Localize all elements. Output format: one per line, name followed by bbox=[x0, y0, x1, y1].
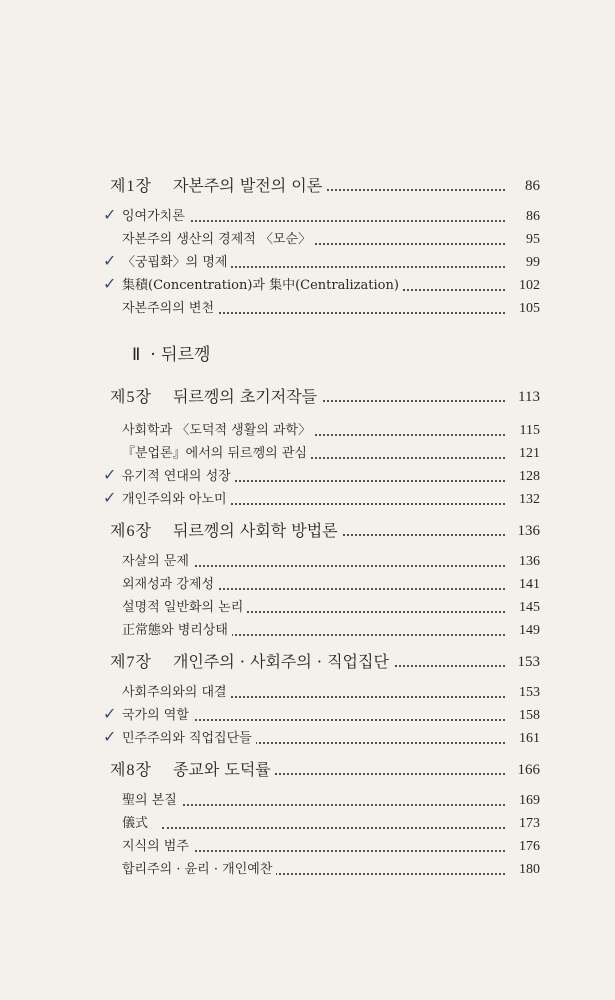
toc-chapter-row[interactable] bbox=[0, 651, 615, 673]
toc-section-row[interactable] bbox=[0, 466, 615, 488]
leader-dots bbox=[162, 827, 505, 829]
toc-section-row[interactable] bbox=[0, 443, 615, 465]
toc-section-row[interactable] bbox=[0, 298, 615, 320]
toc-section-row[interactable] bbox=[0, 275, 615, 297]
page-number: 141 bbox=[516, 574, 540, 596]
toc-section-row[interactable] bbox=[0, 229, 615, 251]
section-title: 사회주의와의 대결 bbox=[122, 682, 231, 704]
chapter-suffix: 장 bbox=[135, 521, 151, 540]
check-mark-icon: ✓ bbox=[103, 274, 117, 293]
section-title: 『분업론』에서의 뒤르껭의 관심 bbox=[122, 443, 311, 465]
part-heading bbox=[132, 344, 210, 366]
chapter-title bbox=[110, 520, 342, 543]
chapter-prefix: 제 bbox=[110, 521, 126, 540]
check-mark-icon: ✓ bbox=[103, 205, 117, 224]
page-number: 153 bbox=[515, 651, 541, 673]
page-number: 169 bbox=[516, 790, 540, 812]
section-title: 합리주의 · 윤리 · 개인예찬 bbox=[122, 859, 276, 881]
page-number: 115 bbox=[517, 420, 540, 442]
section-title: 聖의 본질 bbox=[122, 790, 181, 812]
section-title: 〈궁핍화〉의 명제 bbox=[122, 252, 231, 274]
toc-chapter-row[interactable] bbox=[0, 175, 615, 197]
page-number: 86 bbox=[522, 175, 540, 197]
chapter-prefix: 제 bbox=[110, 387, 126, 406]
check-mark-icon: ✓ bbox=[103, 488, 117, 507]
page-number: 149 bbox=[516, 620, 540, 642]
chapter-suffix: 장 bbox=[135, 652, 151, 671]
chapter-title-text: 뒤르껭의 사회학 방법론 bbox=[172, 521, 338, 540]
chapter-prefix: 제 bbox=[110, 176, 126, 195]
chapter-suffix: 장 bbox=[135, 387, 151, 406]
section-title: 正常態와 병리상태 bbox=[122, 620, 232, 642]
toc-section-row[interactable] bbox=[0, 252, 615, 274]
chapter-prefix: 제 bbox=[110, 652, 126, 671]
toc-section-row[interactable] bbox=[0, 551, 615, 573]
chapter-suffix: 장 bbox=[135, 760, 151, 779]
leader-dots bbox=[162, 804, 505, 806]
section-title: 잉여가치론 bbox=[122, 206, 189, 228]
toc-section-row[interactable] bbox=[0, 836, 615, 858]
section-title: 민주주의와 직업집단들 bbox=[122, 728, 256, 750]
toc-chapter-row[interactable] bbox=[0, 386, 615, 408]
toc-section-row[interactable] bbox=[0, 705, 615, 727]
chapter-number: 1 bbox=[126, 178, 135, 195]
toc-section-row[interactable] bbox=[0, 420, 615, 442]
leader-dots bbox=[162, 719, 505, 721]
chapter-prefix: 제 bbox=[110, 760, 126, 779]
section-title: 자살의 문제 bbox=[122, 551, 193, 573]
toc-section-row[interactable] bbox=[0, 859, 615, 881]
chapter-title bbox=[110, 175, 326, 198]
page-number: 173 bbox=[516, 813, 540, 835]
check-mark-icon: ✓ bbox=[103, 251, 117, 270]
page-number: 145 bbox=[516, 597, 540, 619]
chapter-title bbox=[110, 759, 275, 782]
chapter-number: 7 bbox=[126, 654, 135, 671]
chapter-title bbox=[110, 651, 393, 674]
leader-dots bbox=[162, 850, 505, 852]
toc-section-row[interactable] bbox=[0, 682, 615, 704]
page-number: 128 bbox=[516, 466, 540, 488]
section-title: 자본주의 생산의 경제적 〈모순〉 bbox=[122, 229, 315, 251]
toc-section-row[interactable] bbox=[0, 489, 615, 511]
page-number: 153 bbox=[516, 682, 540, 704]
page-number: 158 bbox=[516, 705, 540, 727]
section-title: 국가의 역할 bbox=[122, 705, 193, 727]
page-number: 180 bbox=[516, 859, 540, 881]
page-number: 99 bbox=[523, 252, 540, 274]
toc-section-row[interactable] bbox=[0, 728, 615, 750]
chapter-title-text: 자본주의 발전의 이론 bbox=[172, 176, 323, 195]
chapter-title-text: 개인주의 · 사회주의 · 직업집단 bbox=[172, 652, 389, 671]
check-mark-icon: ✓ bbox=[103, 465, 117, 484]
toc-section-row[interactable] bbox=[0, 206, 615, 228]
section-title: 개인주의와 아노미 bbox=[122, 489, 231, 511]
toc-section-row[interactable] bbox=[0, 790, 615, 812]
page-number: 132 bbox=[516, 489, 540, 511]
section-title: 자본주의의 변천 bbox=[122, 298, 218, 320]
toc-chapter-row[interactable] bbox=[0, 759, 615, 781]
page-number: 113 bbox=[515, 386, 540, 408]
section-title: 사회학과 〈도덕적 생활의 과학〉 bbox=[122, 420, 315, 442]
part-number: Ⅱ bbox=[132, 345, 141, 364]
toc-chapter-row[interactable] bbox=[0, 520, 615, 542]
section-title: 儀式 bbox=[122, 813, 152, 835]
page-number: 105 bbox=[516, 298, 540, 320]
section-title: 외재성과 강제성 bbox=[122, 574, 218, 596]
toc-section-row[interactable] bbox=[0, 813, 615, 835]
leader-dots bbox=[162, 220, 505, 222]
page-number: 95 bbox=[523, 229, 540, 251]
check-mark-icon: ✓ bbox=[103, 704, 117, 723]
section-title: 유기적 연대의 성장 bbox=[122, 466, 235, 488]
page-number: 86 bbox=[523, 206, 540, 228]
toc-section-row[interactable] bbox=[0, 574, 615, 596]
page-number: 136 bbox=[516, 551, 540, 573]
leader-dots bbox=[162, 565, 505, 567]
page-number: 166 bbox=[515, 759, 541, 781]
page-number: 161 bbox=[516, 728, 540, 750]
chapter-number: 6 bbox=[126, 523, 135, 540]
chapter-title bbox=[110, 386, 321, 409]
check-mark-icon: ✓ bbox=[103, 727, 117, 746]
page-number: 102 bbox=[516, 275, 540, 297]
page-number: 121 bbox=[516, 443, 540, 465]
section-title: 集積(Concentration)과 集中(Centralization) bbox=[122, 275, 403, 297]
chapter-title-text: 뒤르껭의 초기저작들 bbox=[172, 387, 318, 406]
chapter-number: 5 bbox=[126, 389, 135, 406]
page-number: 136 bbox=[515, 520, 541, 542]
chapter-title-text: 종교와 도덕률 bbox=[172, 760, 271, 779]
toc-section-row[interactable] bbox=[0, 597, 615, 619]
section-title: 설명적 일반화의 논리 bbox=[122, 597, 247, 619]
toc-section-row[interactable] bbox=[0, 620, 615, 642]
part-title: · 뒤르껭 bbox=[150, 345, 211, 365]
page-number: 176 bbox=[516, 836, 540, 858]
chapter-number: 8 bbox=[126, 762, 135, 779]
section-title: 지식의 범주 bbox=[122, 836, 193, 858]
chapter-suffix: 장 bbox=[135, 176, 151, 195]
